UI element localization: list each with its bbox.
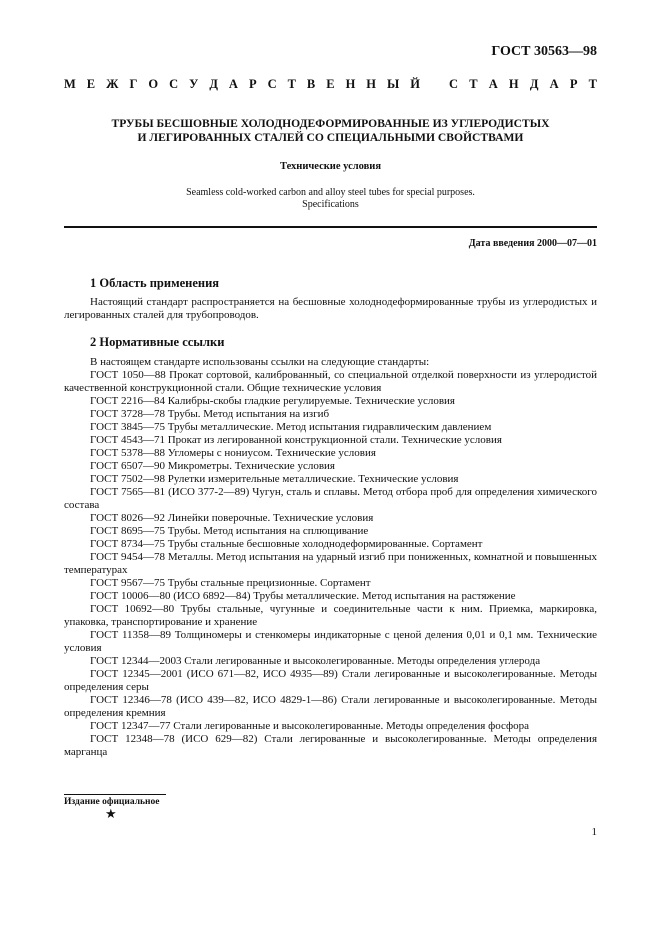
- page-number: 1: [591, 826, 597, 838]
- reference-item: ГОСТ 11358—89 Толщиномеры и стенкомеры индикаторные с ценой деления 0,01 и 0,1 мм. Технические условия: [64, 629, 597, 654]
- interstate-standard-banner: [64, 77, 597, 92]
- reference-item: ГОСТ 2216—84 Калибры-скобы гладкие регулируемые. Технические условия: [90, 395, 455, 407]
- document-title: [64, 117, 597, 145]
- reference-item: ГОСТ 8695—75 Трубы. Метод испытания на сплющивание: [90, 525, 369, 537]
- reference-item: ГОСТ 8026—92 Линейки поверочные. Технические условия: [90, 512, 374, 524]
- document-subtitle: Технические условия: [279, 161, 382, 172]
- section-1-text: Настоящий стандарт распространяется на бесшовные холоднодеформированные трубы из углеродистых и легированных сталей для трубопроводов.: [64, 296, 597, 321]
- reference-item: ГОСТ 3845—75 Трубы металлические. Метод испытания гидравлическим давлением: [90, 421, 492, 433]
- standard-code: ГОСТ 30563—98: [491, 44, 597, 59]
- standard-word: С Т А Н Д А Р Т: [449, 77, 597, 91]
- reference-item: ГОСТ 12348—78 (ИСО 629—82) Стали легированные и высоколегированные. Методы определения марганца: [64, 733, 597, 758]
- english-title: [64, 187, 597, 211]
- references-intro: В настоящем стандарте использованы ссылки на следующие стандарты:: [90, 356, 430, 368]
- reference-item: ГОСТ 12346—78 (ИСО 439—82, ИСО 4829-1—86) Стали легированные и высоколегированные. Методы определения кремния: [64, 694, 597, 719]
- reference-item: ГОСТ 1050—88 Прокат сортовой, калиброванный, со специальной отделкой поверхности из углеродистой качественной конструкционной стали. Общие технические условия: [64, 369, 597, 394]
- interstate-word: М Е Ж Г О С У Д А Р С Т В Е Н Н Ы Й: [64, 77, 420, 91]
- star-icon: ★: [105, 806, 117, 821]
- title-line-1: ТРУБЫ БЕСШОВНЫЕ ХОЛОДНОДЕФОРМИРОВАННЫЕ ИЗ УГЛЕРОДИСТЫХ: [111, 117, 550, 130]
- official-edition-label: Издание официальное: [64, 797, 160, 807]
- reference-item: ГОСТ 7502—98 Рулетки измерительные металлические. Технические условия: [90, 473, 459, 485]
- reference-item: ГОСТ 8734—75 Трубы стальные бесшовные холоднодеформированные. Сортамент: [90, 538, 483, 550]
- reference-item: ГОСТ 3728—78 Трубы. Метод испытания на изгиб: [90, 408, 330, 420]
- reference-item: ГОСТ 12345—2001 (ИСО 671—82, ИСО 4935—89) Стали легированные и высоколегированные. Методы определения серы: [64, 668, 597, 693]
- reference-item: ГОСТ 9454—78 Металлы. Метод испытания на ударный изгиб при пониженных, комнатной и повышенных температурах: [64, 551, 597, 576]
- title-divider: [64, 226, 597, 228]
- english-title-line-1: Seamless cold-worked carbon and alloy steel tubes for special purposes.: [186, 187, 475, 198]
- reference-item: ГОСТ 5378—88 Угломеры с нониусом. Технические условия: [90, 447, 376, 459]
- section-2-heading: 2 Нормативные ссылки: [90, 335, 225, 349]
- reference-item: ГОСТ 4543—71 Прокат из легированной конструкционной стали. Технические условия: [90, 434, 502, 446]
- title-line-2: И ЛЕГИРОВАННЫХ СТАЛЕЙ СО СПЕЦИАЛЬНЫМИ СВОЙСТВАМИ: [137, 131, 524, 144]
- reference-item: ГОСТ 7565—81 (ИСО 377-2—89) Чугун, сталь и сплавы. Метод отбора проб для определения химического состава: [64, 486, 597, 511]
- introduction-date: Дата введения 2000—07—01: [468, 238, 597, 249]
- reference-item: ГОСТ 6507—90 Микрометры. Технические условия: [90, 460, 335, 472]
- reference-item: ГОСТ 10692—80 Трубы стальные, чугунные и соединительные части к ним. Приемка, маркировка, упаковка, транспортирование и хранение: [64, 603, 597, 628]
- english-title-line-2: Specifications: [302, 199, 359, 210]
- footer-divider: [64, 794, 166, 795]
- reference-item: ГОСТ 10006—80 (ИСО 6892—84) Трубы металлические. Метод испытания на растяжение: [90, 590, 516, 602]
- reference-item: ГОСТ 12344—2003 Стали легированные и высоколегированные. Методы определения углерода: [90, 655, 541, 667]
- references-list: [64, 356, 597, 759]
- section-1-heading: 1 Область применения: [90, 276, 220, 290]
- reference-item: ГОСТ 12347—77 Стали легированные и высоколегированные. Методы определения фосфора: [90, 720, 530, 732]
- reference-item: ГОСТ 9567—75 Трубы стальные прецизионные. Сортамент: [90, 577, 371, 589]
